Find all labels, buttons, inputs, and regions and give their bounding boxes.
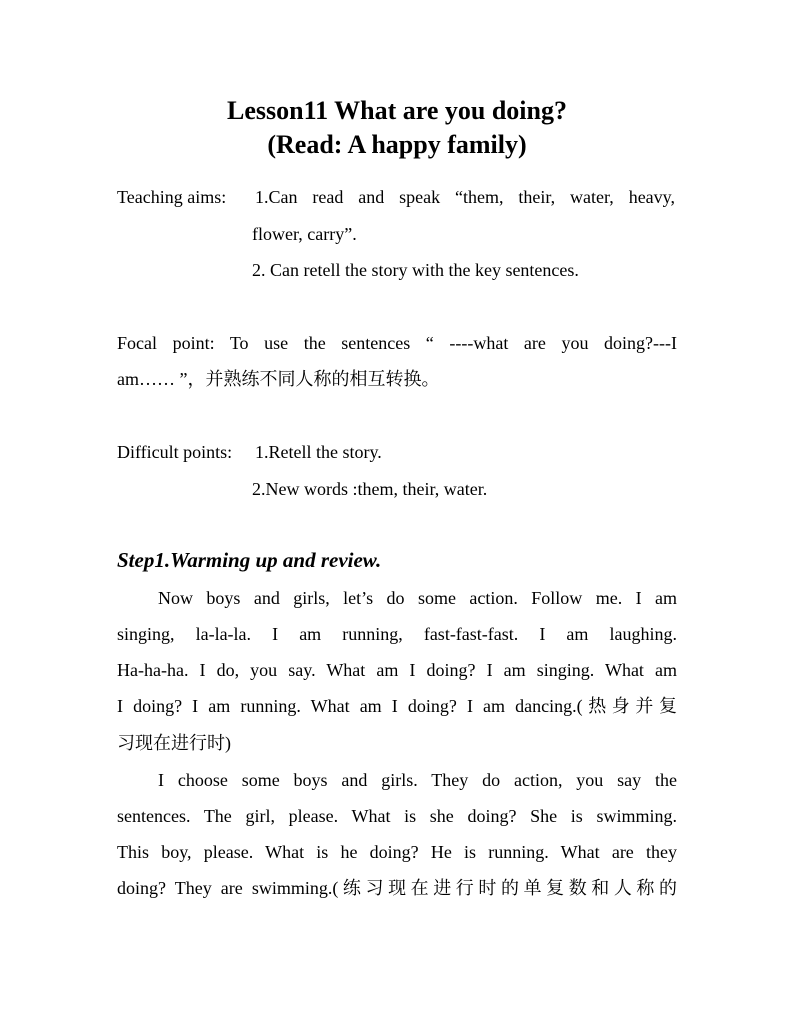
difficult-point-2: 2.New words :them, their, water. xyxy=(252,479,488,499)
paragraph-line: This boy, please. What is he doing? He is running. What are they xyxy=(117,842,677,862)
focal-point-line-2: am…… ”，并熟练不同人称的相互转换。 xyxy=(117,369,440,389)
lesson-subtitle: (Read: A happy family) xyxy=(267,130,527,159)
teaching-aim-1-line-2: flower, carry”. xyxy=(252,224,357,244)
focal-point-line-1: Focal point: To use the sentences “ ----what are you doing?---I xyxy=(117,333,677,353)
paragraph-line: singing, la-la-la. I am running, fast-fast-fast. I am laughing. xyxy=(117,624,677,644)
paragraph-line: I doing? I am running. What am I doing? I am dancing.(热身并复 xyxy=(117,696,677,716)
teaching-aim-1-line-1: 1.Can read and speak “them, their, water, heavy, xyxy=(255,187,675,207)
paragraph-line: doing? They are swimming.(练习现在进行时的单复数和人称的 xyxy=(117,878,677,898)
difficult-points-label: Difficult points: xyxy=(117,442,233,462)
lesson-title: Lesson11 What are you doing? xyxy=(226,96,567,125)
paragraph-line: Now boys and girls, let’s do some action. Follow me. I am xyxy=(158,588,677,608)
teaching-aim-2: 2. Can retell the story with the key sentences. xyxy=(252,260,579,280)
teaching-aims-label: Teaching aims: xyxy=(117,187,227,207)
paragraph-line: Ha-ha-ha. I do, you say. What am I doing? I am singing. What am xyxy=(117,660,677,680)
step1-heading: Step1.Warming up and review. xyxy=(117,548,382,572)
paragraph-line: 习现在进行时) xyxy=(117,733,231,753)
difficult-point-1: 1.Retell the story. xyxy=(255,442,382,462)
paragraph-line: sentences. The girl, please. What is she doing? She is swimming. xyxy=(117,806,677,826)
paragraph-line: I choose some boys and girls. They do action, you say the xyxy=(158,770,677,790)
